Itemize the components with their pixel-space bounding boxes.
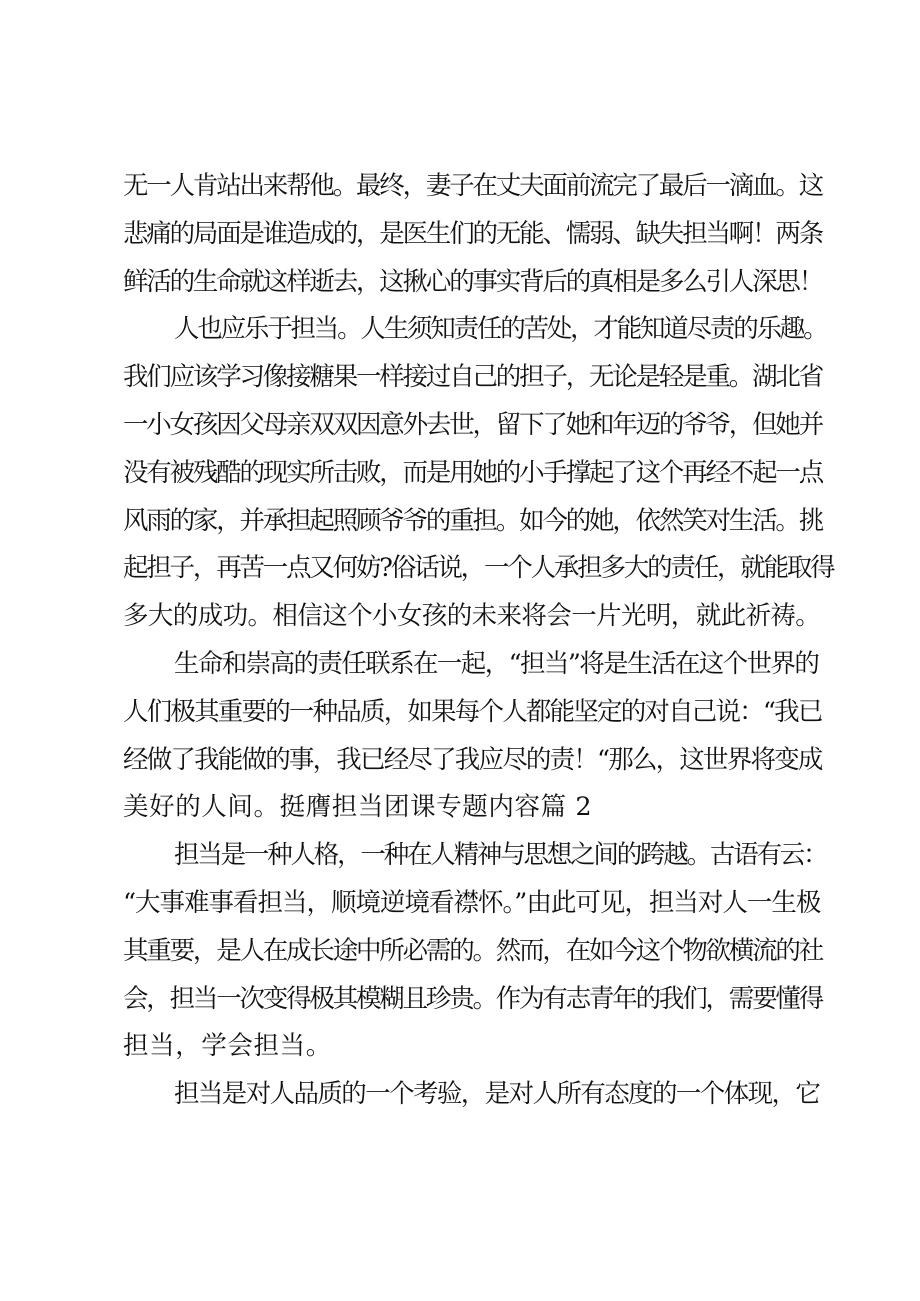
text-line: “大事难事看担当，顺境逆境看襟怀。”由此可见，担当对人一生极 (123, 887, 821, 918)
text-line: 我们应该学习像接糖果一样接过自己的担子，无论是轻是重。湖北省 (123, 362, 823, 393)
text-line: 人们极其重要的一种品质，如果每个人都能坚定的对自己说：“我已 (123, 696, 822, 727)
text-line: 起担子，再苦一点又何妨?俗话说，一个人承担多大的责任，就能取得 (123, 553, 834, 584)
document-body (123, 163, 834, 1119)
text-line: 风雨的家，并承担起照顾爷爷的重担。如今的她，依然笑对生活。挑 (123, 505, 823, 536)
text-line: 人也应乐于担当。人生须知责任的苦处，才能知道尽责的乐趣。 (174, 314, 827, 345)
text-line: 无一人肯站出来帮他。最终，妻子在丈夫面前流完了最后一滴血。这 (123, 171, 823, 201)
text-line: 担当，学会担当。 (123, 1031, 332, 1062)
text-line: 会，担当一次变得极其模糊且珍贵。作为有志青年的我们，需要懂得 (123, 983, 823, 1014)
text-line: 其重要，是人在成长途中所必需的。然而，在如今这个物欲横流的社 (123, 935, 823, 966)
text-line: 生命和崇高的责任联系在一起，“担当”将是生活在这个世界的 (174, 648, 819, 679)
text-line: 多大的成功。相信这个小女孩的未来将会一片光明，就此祈祷。 (123, 601, 821, 632)
text-line: 担当是一种人格，一种在人精神与思想之间的跨越。古语有云： (174, 840, 827, 871)
paragraph (123, 832, 827, 1071)
text-line: 悲痛的局面是谁造成的，是医生们的无能、懦弱、缺失担当啊！两条 (123, 218, 823, 249)
text-line: 美好的人间。挺膺担当团课专题内容篇 2 (123, 792, 593, 823)
text-line: 经做了我能做的事，我已经尽了我应尽的责！“那么，这世界将变成 (123, 744, 822, 775)
paragraph (123, 163, 823, 306)
text-line: 一小女孩因父母亲双双因意外去世，留下了她和年迈的爷爷，但她并 (123, 409, 823, 440)
text-line: 担当是对人品质的一个考验，是对人所有态度的一个体现，它 (174, 1079, 820, 1110)
paragraph (123, 1071, 823, 1119)
paragraph (123, 641, 823, 832)
text-line: 没有被残酷的现实所击败，而是用她的小手撑起了这个再经不起一点 (123, 457, 823, 488)
text-line: 鲜活的生命就这样逝去，这揪心的事实背后的真相是多么引人深思！ (123, 266, 823, 297)
paragraph (123, 306, 834, 641)
